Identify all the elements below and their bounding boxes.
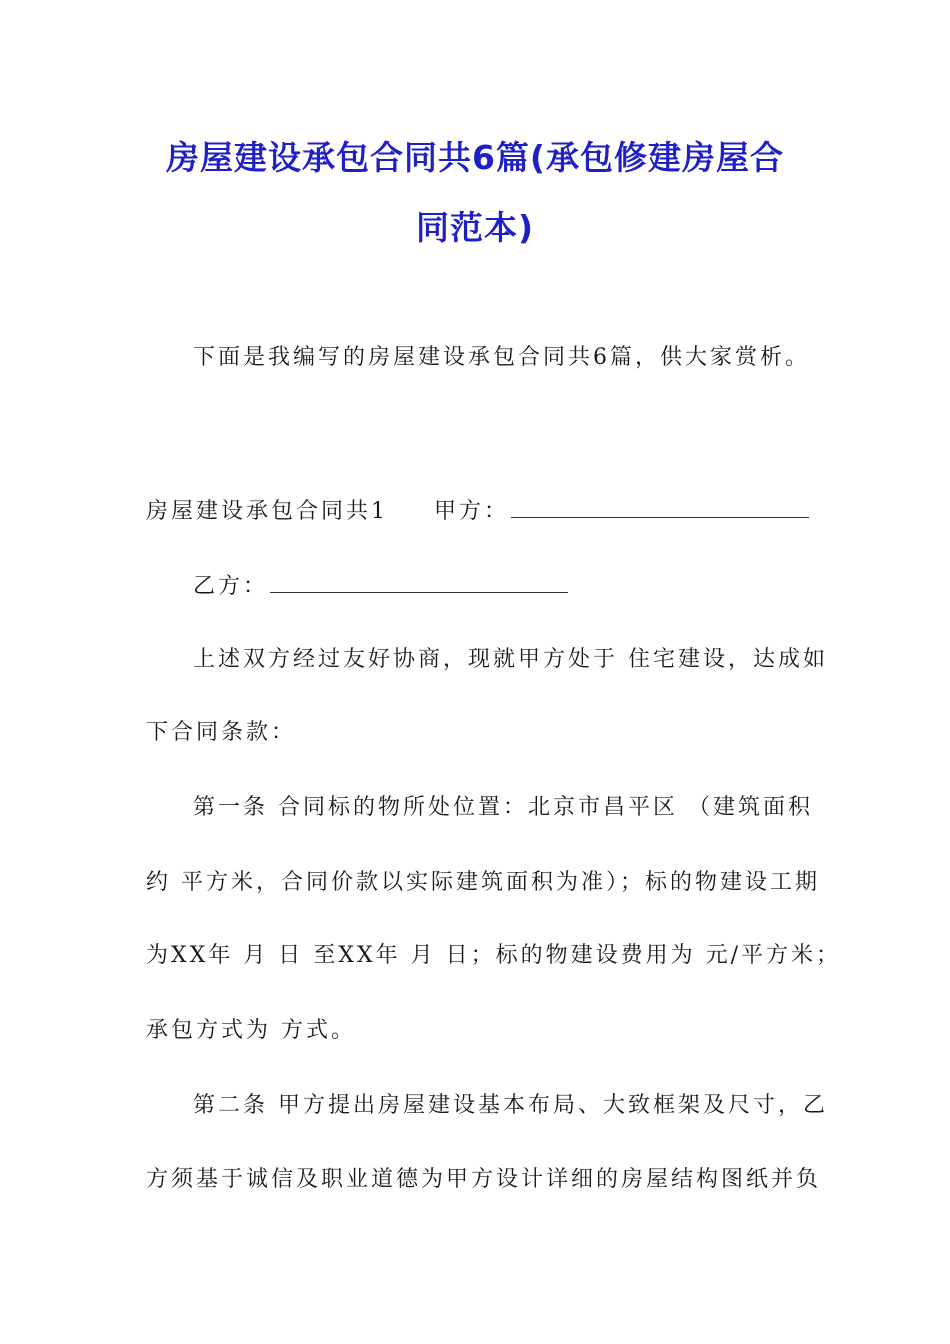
party-a-blank xyxy=(511,495,809,518)
article1-line3: 为XX年 月 日 至XX年 月 日；标的物建设费用为 元/平方米； xyxy=(146,943,842,968)
section1-heading: 房屋建设承包合同共1 xyxy=(146,499,388,524)
document-title-line2: 同范本) xyxy=(415,208,535,247)
article2-line2: 方须基于诚信及职业道德为甲方设计详细的房屋结构图纸并负 xyxy=(146,1167,822,1192)
party-b-blank xyxy=(270,570,568,593)
para1-line1: 上述双方经过友好协商，现就甲方处于 住宅建设，达成如 xyxy=(193,647,828,672)
party-a-label: 甲方： xyxy=(434,499,510,524)
intro-text: 下面是我编写的房屋建设承包合同共6篇，供大家赏析。 xyxy=(193,345,810,370)
party-b-line xyxy=(193,570,568,602)
article1-line2: 约 平方米，合同价款以实际建筑面积为准）；标的物建设工期 xyxy=(146,870,820,895)
party-b-label: 乙方： xyxy=(193,574,269,599)
article1-line1: 第一条 合同标的物所处位置：北京市昌平区 （建筑面积 xyxy=(193,795,813,820)
article1-line4: 承包方式为 方式。 xyxy=(146,1018,356,1043)
section1-party-a-line xyxy=(146,495,809,527)
document-title-line1: 房屋建设承包合同共6篇(承包修建房屋合 xyxy=(165,138,785,177)
article2-line1: 第二条 甲方提出房屋建设基本布局、大致框架及尺寸，乙 xyxy=(193,1093,828,1118)
para1-line2: 下合同条款： xyxy=(146,720,297,745)
